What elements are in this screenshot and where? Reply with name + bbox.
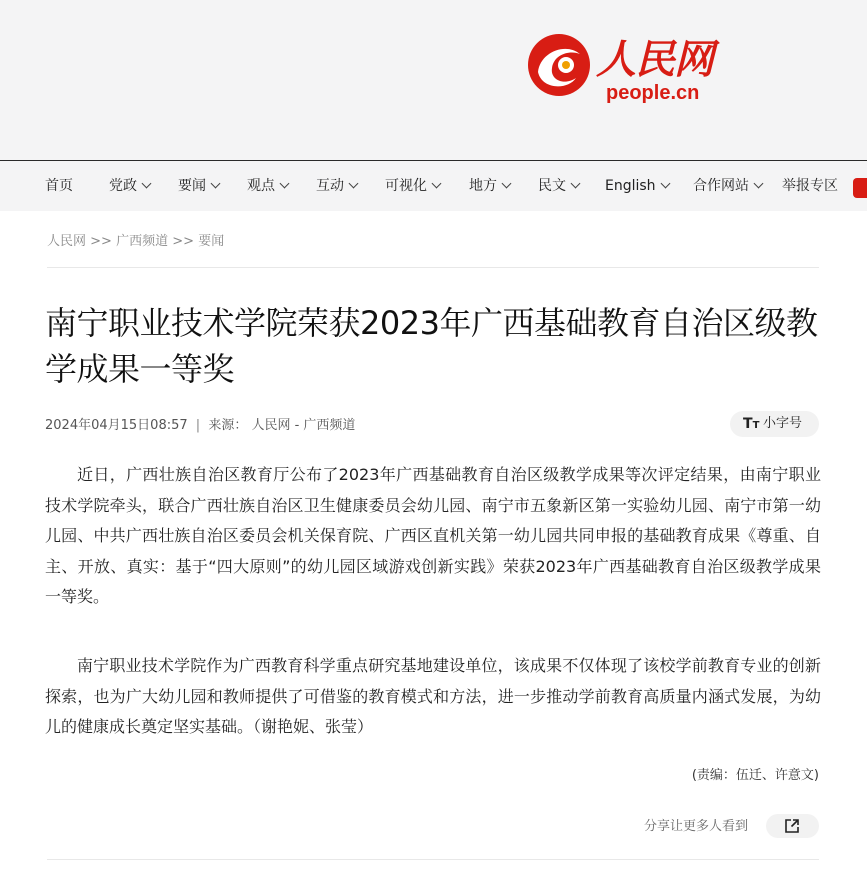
chevron-down-icon (211, 179, 221, 189)
share-external-icon (784, 818, 800, 834)
article-source-link[interactable]: 人民网 - 广西频道 (251, 418, 356, 433)
site-header (0, 0, 867, 160)
share-button[interactable] (766, 814, 819, 838)
chevron-down-icon (432, 179, 442, 189)
article-title: 南宁职业技术学院荣获2023年广西基础教育自治区级教学成果一等奖 (45, 304, 818, 388)
chevron-down-icon (571, 179, 581, 189)
font-size-icon: TT (743, 416, 760, 432)
nav-item-english[interactable]: English (605, 161, 669, 211)
nav-item-home[interactable]: 首页 (45, 178, 73, 194)
site-logo[interactable] (526, 26, 726, 108)
article-datetime: 2024年04月15日08:57 (45, 418, 188, 433)
nav-item-report[interactable]: 举报专区 (782, 178, 838, 194)
share-label: 分享让更多人看到 (644, 819, 749, 834)
nav-item-minority[interactable]: 民文 (538, 161, 579, 211)
article-meta (45, 414, 355, 433)
chevron-down-icon (754, 179, 764, 189)
logo-text-en: people.cn (606, 82, 700, 104)
footer-divider (47, 859, 819, 860)
nav-app-icon[interactable] (853, 178, 867, 198)
breadcrumb-link-home[interactable]: 人民网 (47, 234, 87, 249)
article-paragraph: 南宁职业技术学院作为广西教育科学重点研究基地建设单位，该成果不仅体现了该校学前教育专业的创新探索，也为广大幼儿园和教师提供了可借鉴的教育模式和方法，进一步推动学前教育高质量内涵式发展，为幼儿的健康成长奠定坚实基础。（谢艳妮、张莹） (45, 656, 821, 736)
breadcrumb-link-news[interactable]: 要闻 (198, 234, 225, 249)
nav-item-interact[interactable]: 互动 (316, 161, 357, 211)
chevron-down-icon (349, 179, 359, 189)
font-size-toggle-label: 小字号 (763, 416, 803, 431)
logo-text-cn: 人民网 (596, 36, 713, 83)
logo-swirl-icon (526, 32, 592, 98)
nav-item-visual[interactable]: 可视化 (385, 161, 440, 211)
article-paragraph: 近日，广西壮族自治区教育厅公布了2023年广西基础教育自治区级教学成果等次评定结果，由南宁职业技术学院牵头，联合广西壮族自治区卫生健康委员会幼儿园、南宁市五象新区第一实验幼儿园、南宁市第一幼儿园、中共广西壮族自治区委员会机关保育院、广西区直机关第一幼儿园共同申报的基础教育成果《尊重、自主、开放、真实：基于“四大原则”的幼儿园区域游戏创新实践》荣获2023年广西基础教育自治区级教学成果一等奖。 (45, 465, 821, 606)
chevron-down-icon (142, 179, 152, 189)
meta-separator: | (195, 418, 201, 433)
breadcrumb-link-guangxi[interactable]: 广西频道 (116, 234, 169, 249)
chevron-down-icon (660, 179, 670, 189)
nav-item-local[interactable]: 地方 (469, 161, 510, 211)
main-nav (0, 160, 867, 211)
breadcrumb-divider (47, 267, 819, 268)
article-source-label: 来源： (208, 418, 248, 433)
font-size-toggle-button[interactable] (730, 411, 819, 437)
article-editor: (责编：伍迁、许意文) (691, 768, 819, 783)
chevron-down-icon (502, 179, 512, 189)
nav-item-party[interactable]: 党政 (109, 161, 150, 211)
chevron-down-icon (280, 179, 290, 189)
nav-item-news[interactable]: 要闻 (178, 161, 219, 211)
breadcrumb-separator: >> (172, 234, 195, 249)
breadcrumb (47, 230, 224, 249)
nav-item-opinion[interactable]: 观点 (247, 161, 288, 211)
nav-item-partners[interactable]: 合作网站 (693, 161, 762, 211)
breadcrumb-separator: >> (90, 234, 112, 249)
